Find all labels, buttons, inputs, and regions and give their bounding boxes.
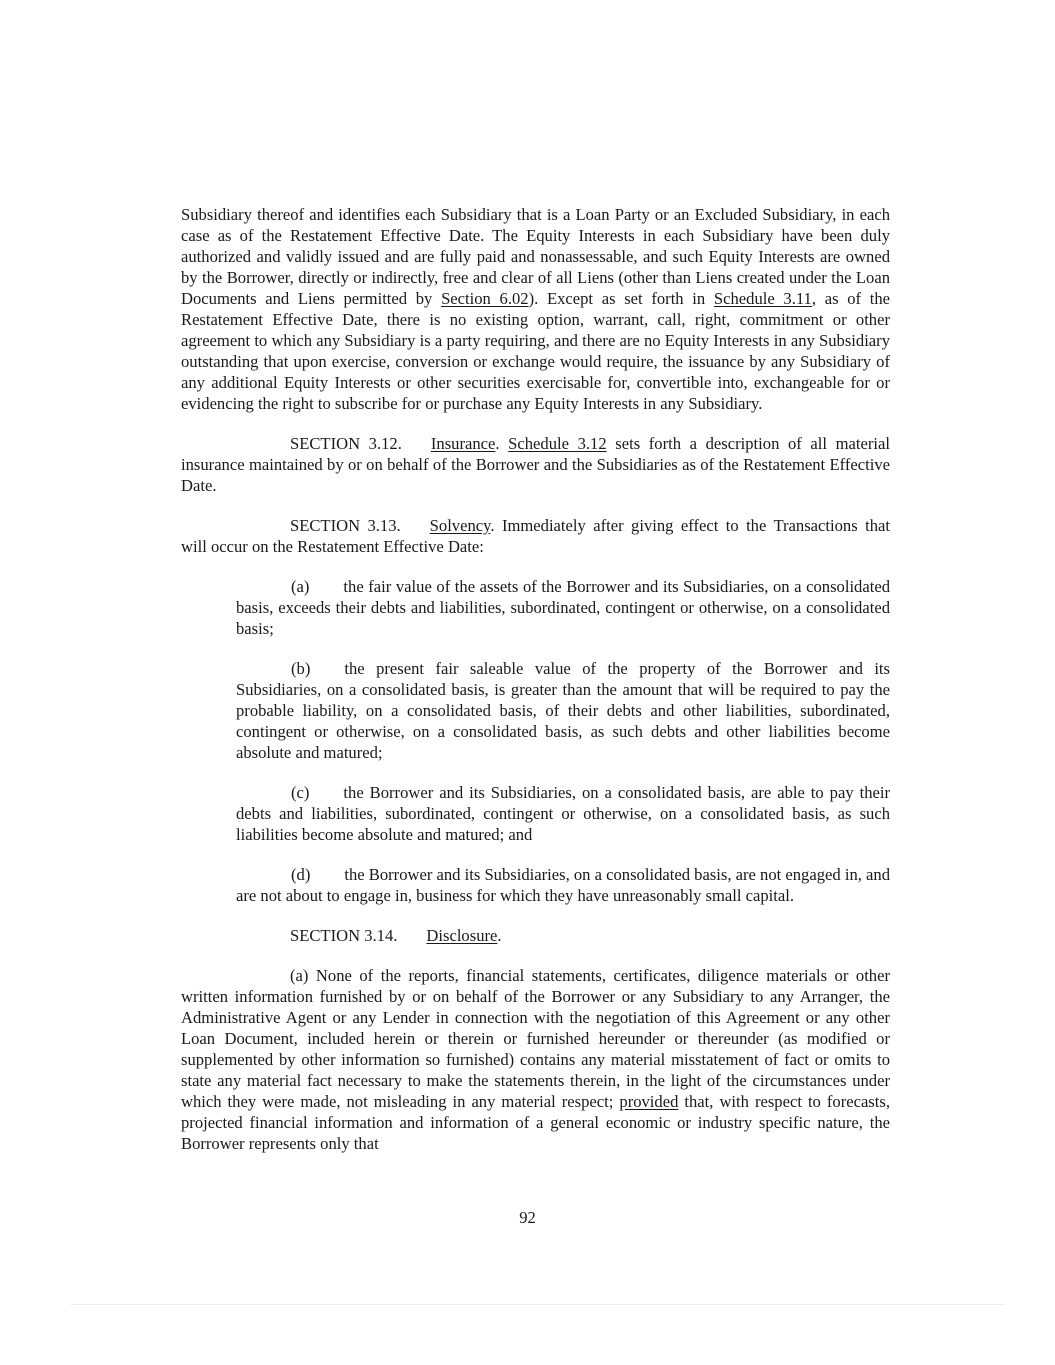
clause-text: that, with respect to forecasts, projected financial information and information of a general economic or industry specific nature, the Borrower represents only that: [181, 1092, 890, 1153]
clause-label: (d): [291, 865, 311, 884]
section-3-13: SECTION 3.13. Solvency. Immediately after giving effect to the Transactions that will occur on the Restatement Effective Date:: [181, 516, 890, 556]
section-number: SECTION 3.14.: [290, 926, 398, 945]
document-body: [181, 204, 890, 1154]
disclosure-clause-a: [181, 965, 890, 1154]
section-number: SECTION 3.13.: [290, 516, 401, 535]
clause-label: (a): [291, 577, 310, 596]
section-text: Immediately after giving effect to the Transactions that will occur on the Restatement Effective Date:: [181, 516, 890, 556]
page-number: 92: [519, 1208, 536, 1227]
clause-text: the Borrower and its Subsidiaries, on a consolidated basis, are able to pay their debts and liabilities, subordinated, contingent or otherwise, on a consolidated basis, as such liabilities become absolute and matured; and: [236, 783, 890, 844]
section-6-02-reference: Section 6.02: [441, 289, 529, 308]
section-title-insurance: Insurance: [430, 434, 496, 453]
solvency-clause-d: [236, 864, 890, 906]
paragraph-text: ). Except as set forth in: [528, 289, 714, 308]
solvency-clause-b: [236, 658, 890, 763]
clause-text: the present fair saleable value of the property of the Borrower and its Subsidiaries, on a consolidated basis, is greater than the amount that will be required to pay the probable liability, on a consolidated basis, of their debts and other liabilities, subordinated, contingent or otherwise, on a consolidated basis, as such debts and other liabilities become absolute and matured;: [236, 659, 890, 762]
clause-text: the Borrower and its Subsidiaries, on a consolidated basis, are not engaged in, and are not about to engage in, business for which they have unreasonably small capital.: [236, 865, 890, 905]
section-title-solvency: Solvency: [429, 516, 491, 535]
solvency-clause-a: [236, 576, 890, 639]
clause-text: None of the reports, financial statements, certificates, diligence materials or other written information furnished by or on behalf of the Borrower or any Subsidiary to any Arranger, the Administrative Agent or any Lender in connection with the negotiation of this Agreement or any other Loan Document, included herein or therein or furnished hereunder or thereunder (as modified or supplemented by other information so furnished) contains any material misstatement of fact or omits to state any material fact necessary to make the statements therein, in the light of the circumstances under which they were made, not misleading in any material respect;: [181, 966, 890, 1111]
section-text: sets forth a description of all material insurance maintained by or on behalf of the Borrower and the Subsidiaries as of the Restatement Effective Date.: [181, 434, 890, 495]
schedule-3-12-reference: Schedule 3.12: [508, 434, 607, 453]
clause-label: (a): [290, 966, 309, 985]
schedule-3-11-reference: Schedule 3.11: [713, 289, 812, 308]
provided-term: provided: [619, 1092, 679, 1111]
section-number: SECTION 3.12.: [290, 434, 402, 453]
section-3-14-heading: SECTION 3.14. Disclosure.: [290, 926, 502, 945]
section-3-12: SECTION 3.12. Insurance. Schedule 3.12 sets forth a description of all material insurance maintained by or on behalf of the Borrower and the Subsidiaries as of the Restatement Effective Date.: [181, 434, 890, 495]
clause-label: (c): [291, 783, 310, 802]
paragraph-subsidiaries: [181, 204, 890, 414]
clause-text: the fair value of the assets of the Borrower and its Subsidiaries, on a consolidated basis, exceeds their debts and liabilities, subordinated, contingent or otherwise, on a consolidated basis;: [236, 577, 890, 638]
solvency-clause-c: [236, 782, 890, 845]
paragraph-text: , as of the Restatement Effective Date, there is no existing option, warrant, call, right, commitment or other agreement to which any Subsidiary is a party requiring, and there are no Equity Interests in any Subsidiary outstanding that upon exercise, conversion or exchange would require, the issuance by any Subsidiary of any additional Equity Interests or other securities exercisable for, convertible into, exchangeable for or evidencing the right to subscribe for or purchase any Equity Interests in any Subsidiary.: [181, 289, 891, 413]
clause-label: (b): [291, 659, 311, 678]
section-title-disclosure: Disclosure: [426, 926, 498, 945]
paragraph-text: Subsidiary thereof and identifies each Subsidiary that is a Loan Party or an Excluded Subsidiary, in each case as of the Restatement Effective Date. The Equity Interests in each Subsidiary have been duly authorized and validly issued and are fully paid and nonassessable, and such Equity Interests are owned by the Borrower, directly or indirectly, free and clear of all Liens (other than Liens created under the Loan Documents and Liens permitted by: [181, 205, 890, 308]
page-bottom-rule: [70, 1304, 1005, 1305]
